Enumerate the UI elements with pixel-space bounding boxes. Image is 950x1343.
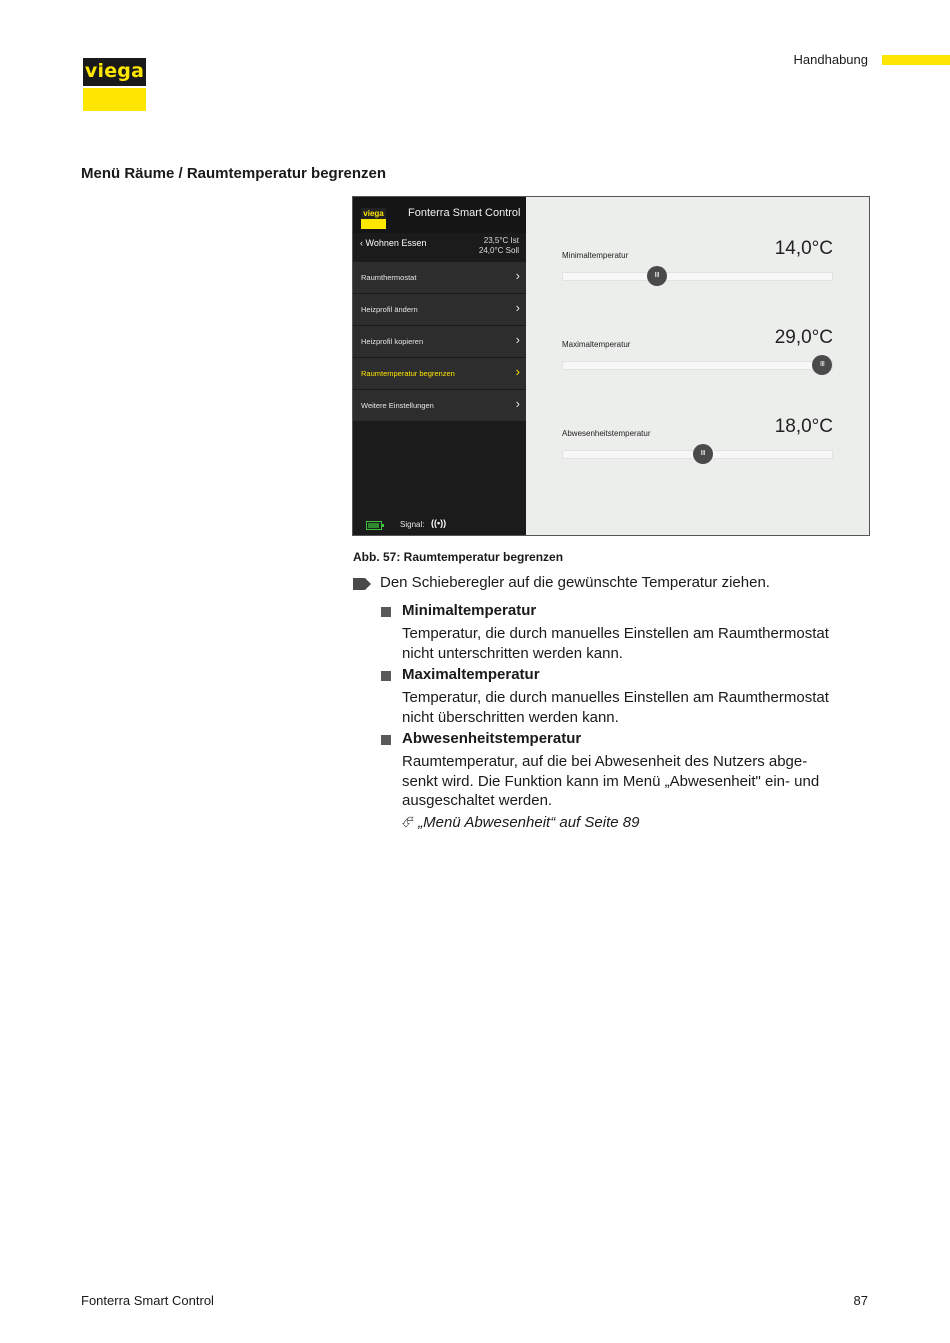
menu-item-label: Heizprofil ändern: [361, 305, 418, 314]
bullet-square-icon: [381, 735, 391, 745]
setting-label: Maximaltemperatur: [562, 340, 631, 349]
bullet-square-icon: [381, 607, 391, 617]
description-line: Temperatur, die durch manuelles Einstellen am Raumthermostat: [402, 625, 829, 642]
item-title: Minimaltemperatur: [402, 602, 537, 619]
room-temp-actual: 23,5°C Ist: [483, 236, 519, 245]
chapter-title: Handhabung: [793, 52, 868, 67]
app-screenshot: [352, 196, 870, 536]
cross-reference-link[interactable]: [402, 814, 639, 831]
footer-product: Fonterra Smart Control: [81, 1293, 214, 1308]
slider-handle[interactable]: III: [693, 444, 713, 464]
item-description: [402, 752, 872, 811]
room-temperature: [479, 236, 519, 256]
bullet-square-icon: [381, 671, 391, 681]
chevron-right-icon: ›: [515, 332, 520, 347]
menu-item[interactable]: [353, 293, 526, 325]
instruction-text: Den Schieberegler auf die gewünschte Temperatur ziehen.: [380, 574, 770, 591]
description-line: Raumtemperatur, auf die bei Abwesenheit des Nutzers abge-: [402, 753, 808, 770]
app-sidebar: [353, 197, 526, 535]
room-back-row[interactable]: [353, 234, 526, 260]
menu-item[interactable]: [353, 261, 526, 293]
menu-item[interactable]: [353, 357, 526, 389]
menu-item-label: Heizprofil kopieren: [361, 337, 424, 346]
slider-handle[interactable]: III: [647, 266, 667, 286]
slider-handle[interactable]: III: [812, 355, 832, 375]
chapter-marker-bar: [882, 55, 950, 65]
figure-caption: Abb. 57: Raumtemperatur begrenzen: [353, 550, 564, 564]
app-title: Fonterra Smart Control: [408, 207, 521, 219]
item-title: Abwesenheitstemperatur: [402, 730, 582, 747]
slider-track[interactable]: [562, 361, 833, 370]
setting-value: 14,0°C: [774, 238, 833, 259]
item-description: [402, 624, 872, 663]
setting-label: Minimaltemperatur: [562, 251, 629, 260]
viega-logo: [83, 58, 146, 88]
description-line: senkt wird. Die Funktion kann im Menü „Abwesenheit" ein- und: [402, 772, 820, 790]
chevron-right-icon: ›: [515, 268, 520, 283]
chevron-left-icon: ‹: [360, 238, 363, 248]
logo-text: viega: [84, 60, 145, 82]
chevron-right-icon: ›: [515, 396, 520, 411]
menu-item[interactable]: [353, 389, 526, 421]
instruction-arrow-icon: [353, 578, 371, 590]
description-line: Temperatur, die durch manuelles Einstellen am Raumthermostat: [402, 689, 829, 706]
app-logo: [361, 208, 386, 229]
menu-item[interactable]: [353, 325, 526, 357]
slider-track[interactable]: [562, 272, 833, 281]
setting-value: 18,0°C: [774, 416, 833, 437]
setting-label: Abwesenheitstemperatur: [562, 429, 651, 438]
page-number: 87: [853, 1293, 868, 1308]
signal-label: Signal:: [400, 520, 425, 529]
app-header: [353, 197, 526, 233]
item-description: [402, 688, 872, 727]
app-logo-text: viega: [361, 208, 386, 219]
setting-value: 29,0°C: [774, 327, 833, 348]
description-line: ausgeschaltet werden.: [402, 792, 553, 809]
room-temp-target: 24,0°C Soll: [478, 246, 519, 255]
item-title: Maximaltemperatur: [402, 666, 540, 683]
link-arrow-icon: ⮶: [402, 814, 415, 831]
cross-reference-text: „Menü Abwesenheit“ auf Seite 89: [418, 814, 640, 831]
chevron-right-icon: ›: [515, 300, 520, 315]
menu-item-label: Weitere Einstellungen: [361, 401, 434, 410]
status-bar: [353, 515, 526, 535]
section-heading: Menü Räume / Raumtemperatur begrenzen: [81, 165, 387, 182]
menu-item-label: Raumtemperatur begrenzen: [361, 369, 455, 378]
battery-icon: [366, 521, 382, 530]
menu-item-label: Raumthermostat: [361, 273, 417, 282]
room-name: Wohnen Essen: [365, 238, 427, 248]
chevron-right-icon: ›: [515, 364, 520, 379]
room-back-button[interactable]: [360, 238, 426, 248]
description-line: nicht unterschritten werden kann.: [402, 644, 623, 662]
signal-icon: ((•)): [431, 518, 447, 528]
logo-yellow-block: [83, 88, 146, 111]
description-line: nicht überschritten werden kann.: [402, 708, 619, 726]
